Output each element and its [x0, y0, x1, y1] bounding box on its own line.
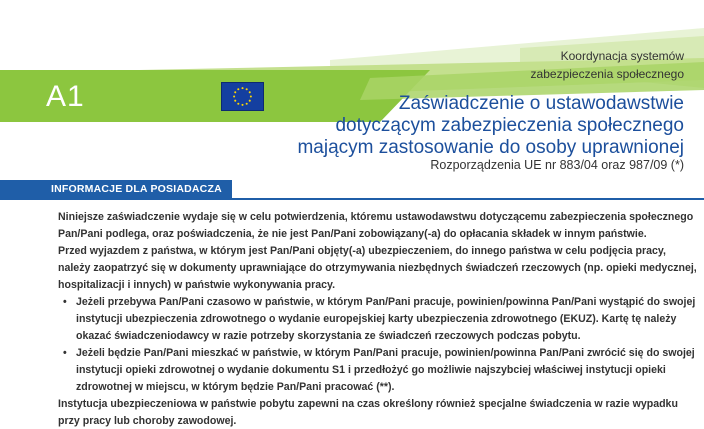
- eu-star: [237, 88, 239, 90]
- form-code: A1: [46, 80, 85, 113]
- coordination-line-2: zabezpieczenia społecznego: [530, 67, 684, 81]
- title-line-1: Zaświadczenie o ustawodawstwie: [398, 93, 684, 114]
- eu-star: [249, 100, 251, 102]
- eu-star: [249, 91, 251, 93]
- eu-star: [250, 95, 252, 97]
- section-rule: [0, 198, 704, 200]
- paragraph-insurance: Instytucja ubezpieczeniowa w państwie pobytu zapewni na czas określony również specjalne świadczenia w razie wypadku przy pracy lub choroby zawodowej.: [58, 398, 678, 427]
- eu-star: [246, 88, 248, 90]
- eu-star: [234, 100, 236, 102]
- eu-star: [237, 103, 239, 105]
- eu-star: [241, 104, 243, 106]
- regulation-reference: Rozporządzenia UE nr 883/04 oraz 987/09 (*): [430, 158, 684, 172]
- eu-star: [234, 91, 236, 93]
- paragraph-before-departure: Przed wyjazdem z państwa, w którym jest Pan/Pani objęty(-a) ubezpieczeniem, do innego państwa w celu podjęcia pracy, należy zaopatrzyć się w dokumenty uprawniające do otrzymywania niezbędnych świadczeń rzeczowych (np. opieki medycznej, hospitalizacji i innych) w państwie wykonywania pracy.: [58, 245, 697, 291]
- coordination-line-1: Koordynacja systemów: [560, 49, 684, 63]
- title-line-3: mającym zastosowanie do osoby uprawnionej: [297, 137, 684, 158]
- title-line-2: dotyczącym zabezpieczenia społecznego: [335, 115, 684, 136]
- bullet-ekuz: • Jeżeli przebywa Pan/Pani czasowo w państwie, w którym Pan/Pani pracuje, powinien/powinna Pan/Pani wystąpić do swojej instytucji ubezpieczenia zdrowotnego o wydanie europejskiej karty ubezpieczenia zdrowotnego (EKUZ). Kartę tę należy okazać świadczeniodawcy w razie potrzeby skorzystania ze świadczeń rzeczowych podczas pobytu.: [58, 294, 698, 345]
- coordination-caption: [484, 47, 684, 83]
- bullet-s1: • Jeżeli będzie Pan/Pani mieszkać w państwie, w którym Pan/Pani pracuje, powinien/powinna Pan/Pani zwrócić się do swojej instytucji opieki zdrowotnej o wydanie dokumentu S1 i przedłożyć go możliwie najszybciej właściwej instytucji opieki zdrowotnej w miejscu, w którym będzie Pan/Pani pracować (**).: [58, 345, 698, 396]
- bullet-list: [58, 294, 698, 396]
- section-header: [0, 180, 704, 199]
- paragraph-purpose: Niniejsze zaświadczenie wydaje się w celu potwierdzenia, któremu ustawodawstwu dotyczącemu zabezpieczenia społecznego Pan/Pani podlega, oraz poświadczenia, że nie jest Pan/Pani zobowiązany(-a) do opłacania składek w innym państwie.: [58, 211, 694, 240]
- eu-star: [246, 103, 248, 105]
- eu-star: [241, 87, 243, 89]
- information-body: [58, 209, 698, 429]
- document-title: [264, 93, 684, 159]
- eu-flag-icon: [221, 82, 264, 111]
- section-label: INFORMACJE DLA POSIADACZA: [51, 183, 222, 195]
- eu-star: [233, 95, 235, 97]
